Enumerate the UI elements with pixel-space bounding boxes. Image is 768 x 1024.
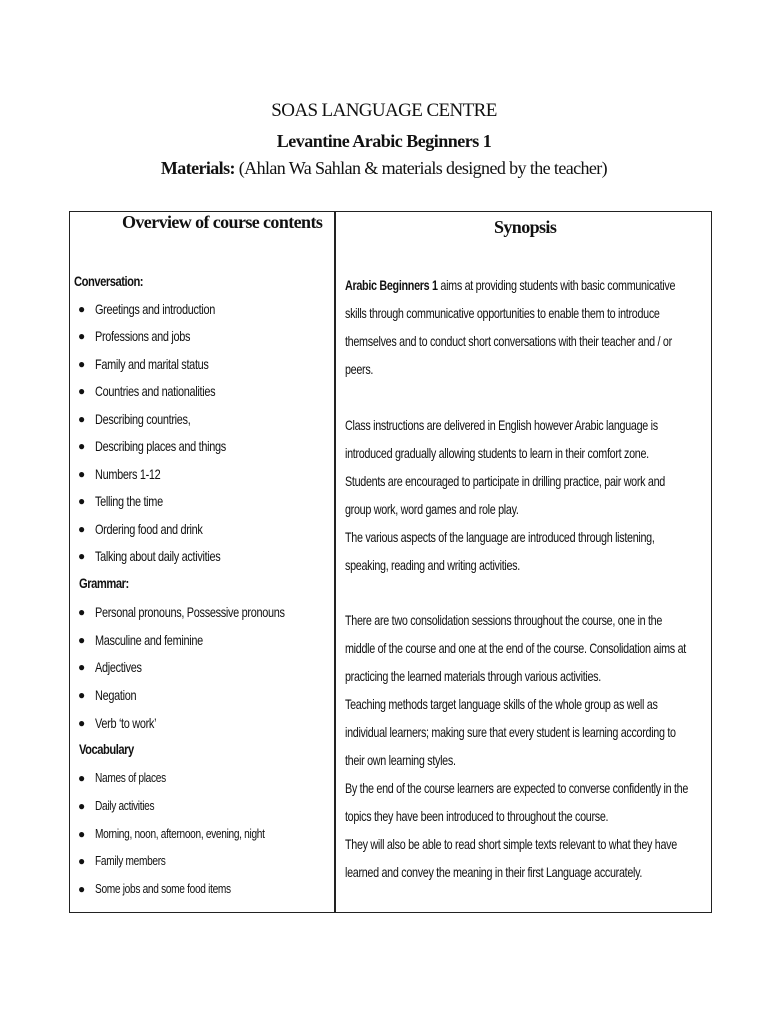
list-item-text: Numbers 1-12	[95, 466, 161, 482]
synopsis-line: group work, word games and role play.	[345, 501, 519, 517]
section-heading-conversation: Conversation:	[74, 273, 144, 289]
bullet-icon: ●	[78, 329, 86, 343]
synopsis-line: middle of the course and one at the end of the course. Consolidation aims at	[345, 640, 686, 656]
bullet-icon: ●	[78, 605, 86, 619]
bullet-icon: ●	[78, 771, 86, 785]
synopsis-line: peers.	[345, 361, 374, 377]
synopsis-line: There are two consolidation sessions throughout the course, one in the	[345, 612, 663, 628]
synopsis-line: They will also be able to read short simple texts relevant to what they have	[345, 836, 677, 852]
list-item-text: Daily activities	[95, 798, 155, 813]
list-item-text: Ordering food and drink	[95, 521, 203, 537]
list-item-text: Masculine and feminine	[95, 632, 203, 648]
list-item-text: Describing countries,	[95, 411, 191, 427]
synopsis-paragraph-1	[345, 271, 699, 383]
synopsis-line: The various aspects of the language are introduced through listening,	[345, 529, 655, 545]
bullet-icon: ●	[78, 439, 86, 453]
bullet-icon: ●	[78, 827, 86, 841]
bullet-icon: ●	[78, 467, 86, 481]
synopsis-line: Class instructions are delivered in English however Arabic language is	[345, 417, 658, 433]
bullet-icon: ●	[78, 522, 86, 536]
course-title: Levantine Arabic Beginners 1	[276, 131, 492, 151]
bullet-icon: ●	[78, 357, 86, 371]
synopsis-line: By the end of the course learners are expected to converse confidently in the	[345, 780, 689, 796]
centre-title: SOAS LANGUAGE CENTRE	[271, 100, 497, 121]
materials-line	[0, 158, 768, 179]
list-item-text: Greetings and introduction	[95, 301, 215, 317]
column-divider	[334, 212, 336, 912]
bullet-icon: ●	[78, 854, 86, 868]
synopsis-line: skills through communicative opportunities to enable them to introduce	[345, 305, 660, 321]
bullet-icon: ●	[78, 494, 86, 508]
list-item-text: Verb ‘to work’	[95, 715, 157, 731]
bullet-icon: ●	[78, 549, 86, 563]
course-table	[69, 211, 712, 913]
synopsis-title: Synopsis	[494, 217, 557, 237]
synopsis-line: aims at providing students with basic communicative	[437, 277, 676, 293]
synopsis-line: Students are encouraged to participate in drilling practice, pair work and	[345, 473, 665, 489]
bullet-icon: ●	[78, 716, 86, 730]
list-item-text: Family and marital status	[95, 356, 209, 372]
materials-text: (Ahlan Wa Sahlan & materials designed by the teacher)	[234, 158, 608, 178]
synopsis-paragraph-2	[345, 411, 699, 579]
synopsis-line: learned and convey the meaning in their first Language accurately.	[345, 864, 643, 880]
synopsis-line: Teaching methods target language skills of the whole group as well as	[345, 696, 658, 712]
list-item-text: Morning, noon, afternoon, evening, night	[95, 826, 265, 841]
bullet-icon: ●	[78, 882, 86, 896]
list-item-text: Personal pronouns, Possessive pronouns	[95, 604, 285, 620]
materials-label: Materials:	[160, 158, 235, 178]
bullet-icon: ●	[78, 660, 86, 674]
bullet-icon: ●	[78, 688, 86, 702]
list-item-text: Names of places	[95, 770, 166, 785]
section-heading-grammar: Grammar:	[79, 575, 129, 591]
synopsis-line: themselves and to conduct short conversations with their teacher and / or	[345, 333, 672, 349]
bullet-icon: ●	[78, 633, 86, 647]
list-item-text: Family members	[95, 853, 166, 868]
synopsis-line: speaking, reading and writing activities.	[345, 557, 520, 573]
synopsis-line: topics they have been introduced to throughout the course.	[345, 808, 609, 824]
list-item-text: Describing places and things	[95, 438, 226, 454]
list-item-text: Talking about daily activities	[95, 548, 221, 564]
bullet-icon: ●	[78, 412, 86, 426]
synopsis-line: introduced gradually allowing students to learn in their comfort zone.	[345, 445, 649, 461]
list-item-text: Adjectives	[95, 659, 142, 675]
course-name-bold: Arabic Beginners 1	[345, 277, 438, 293]
overview-title: Overview of course contents	[122, 212, 323, 232]
bullet-icon: ●	[78, 799, 86, 813]
synopsis-line: practicing the learned materials through various activities.	[345, 668, 601, 684]
bullet-icon: ●	[78, 302, 86, 316]
list-item-text: Negation	[95, 687, 137, 703]
synopsis-paragraph-3	[345, 606, 699, 886]
section-heading-vocabulary: Vocabulary	[79, 741, 134, 757]
list-item-text: Telling the time	[95, 493, 163, 509]
bullet-icon: ●	[78, 384, 86, 398]
synopsis-line: their own learning styles.	[345, 752, 456, 768]
synopsis-line: individual learners; making sure that every student is learning according to	[345, 724, 676, 740]
list-item-text: Some jobs and some food items	[95, 881, 231, 896]
list-item-text: Countries and nationalities	[95, 383, 216, 399]
list-item-text: Professions and jobs	[95, 328, 191, 344]
